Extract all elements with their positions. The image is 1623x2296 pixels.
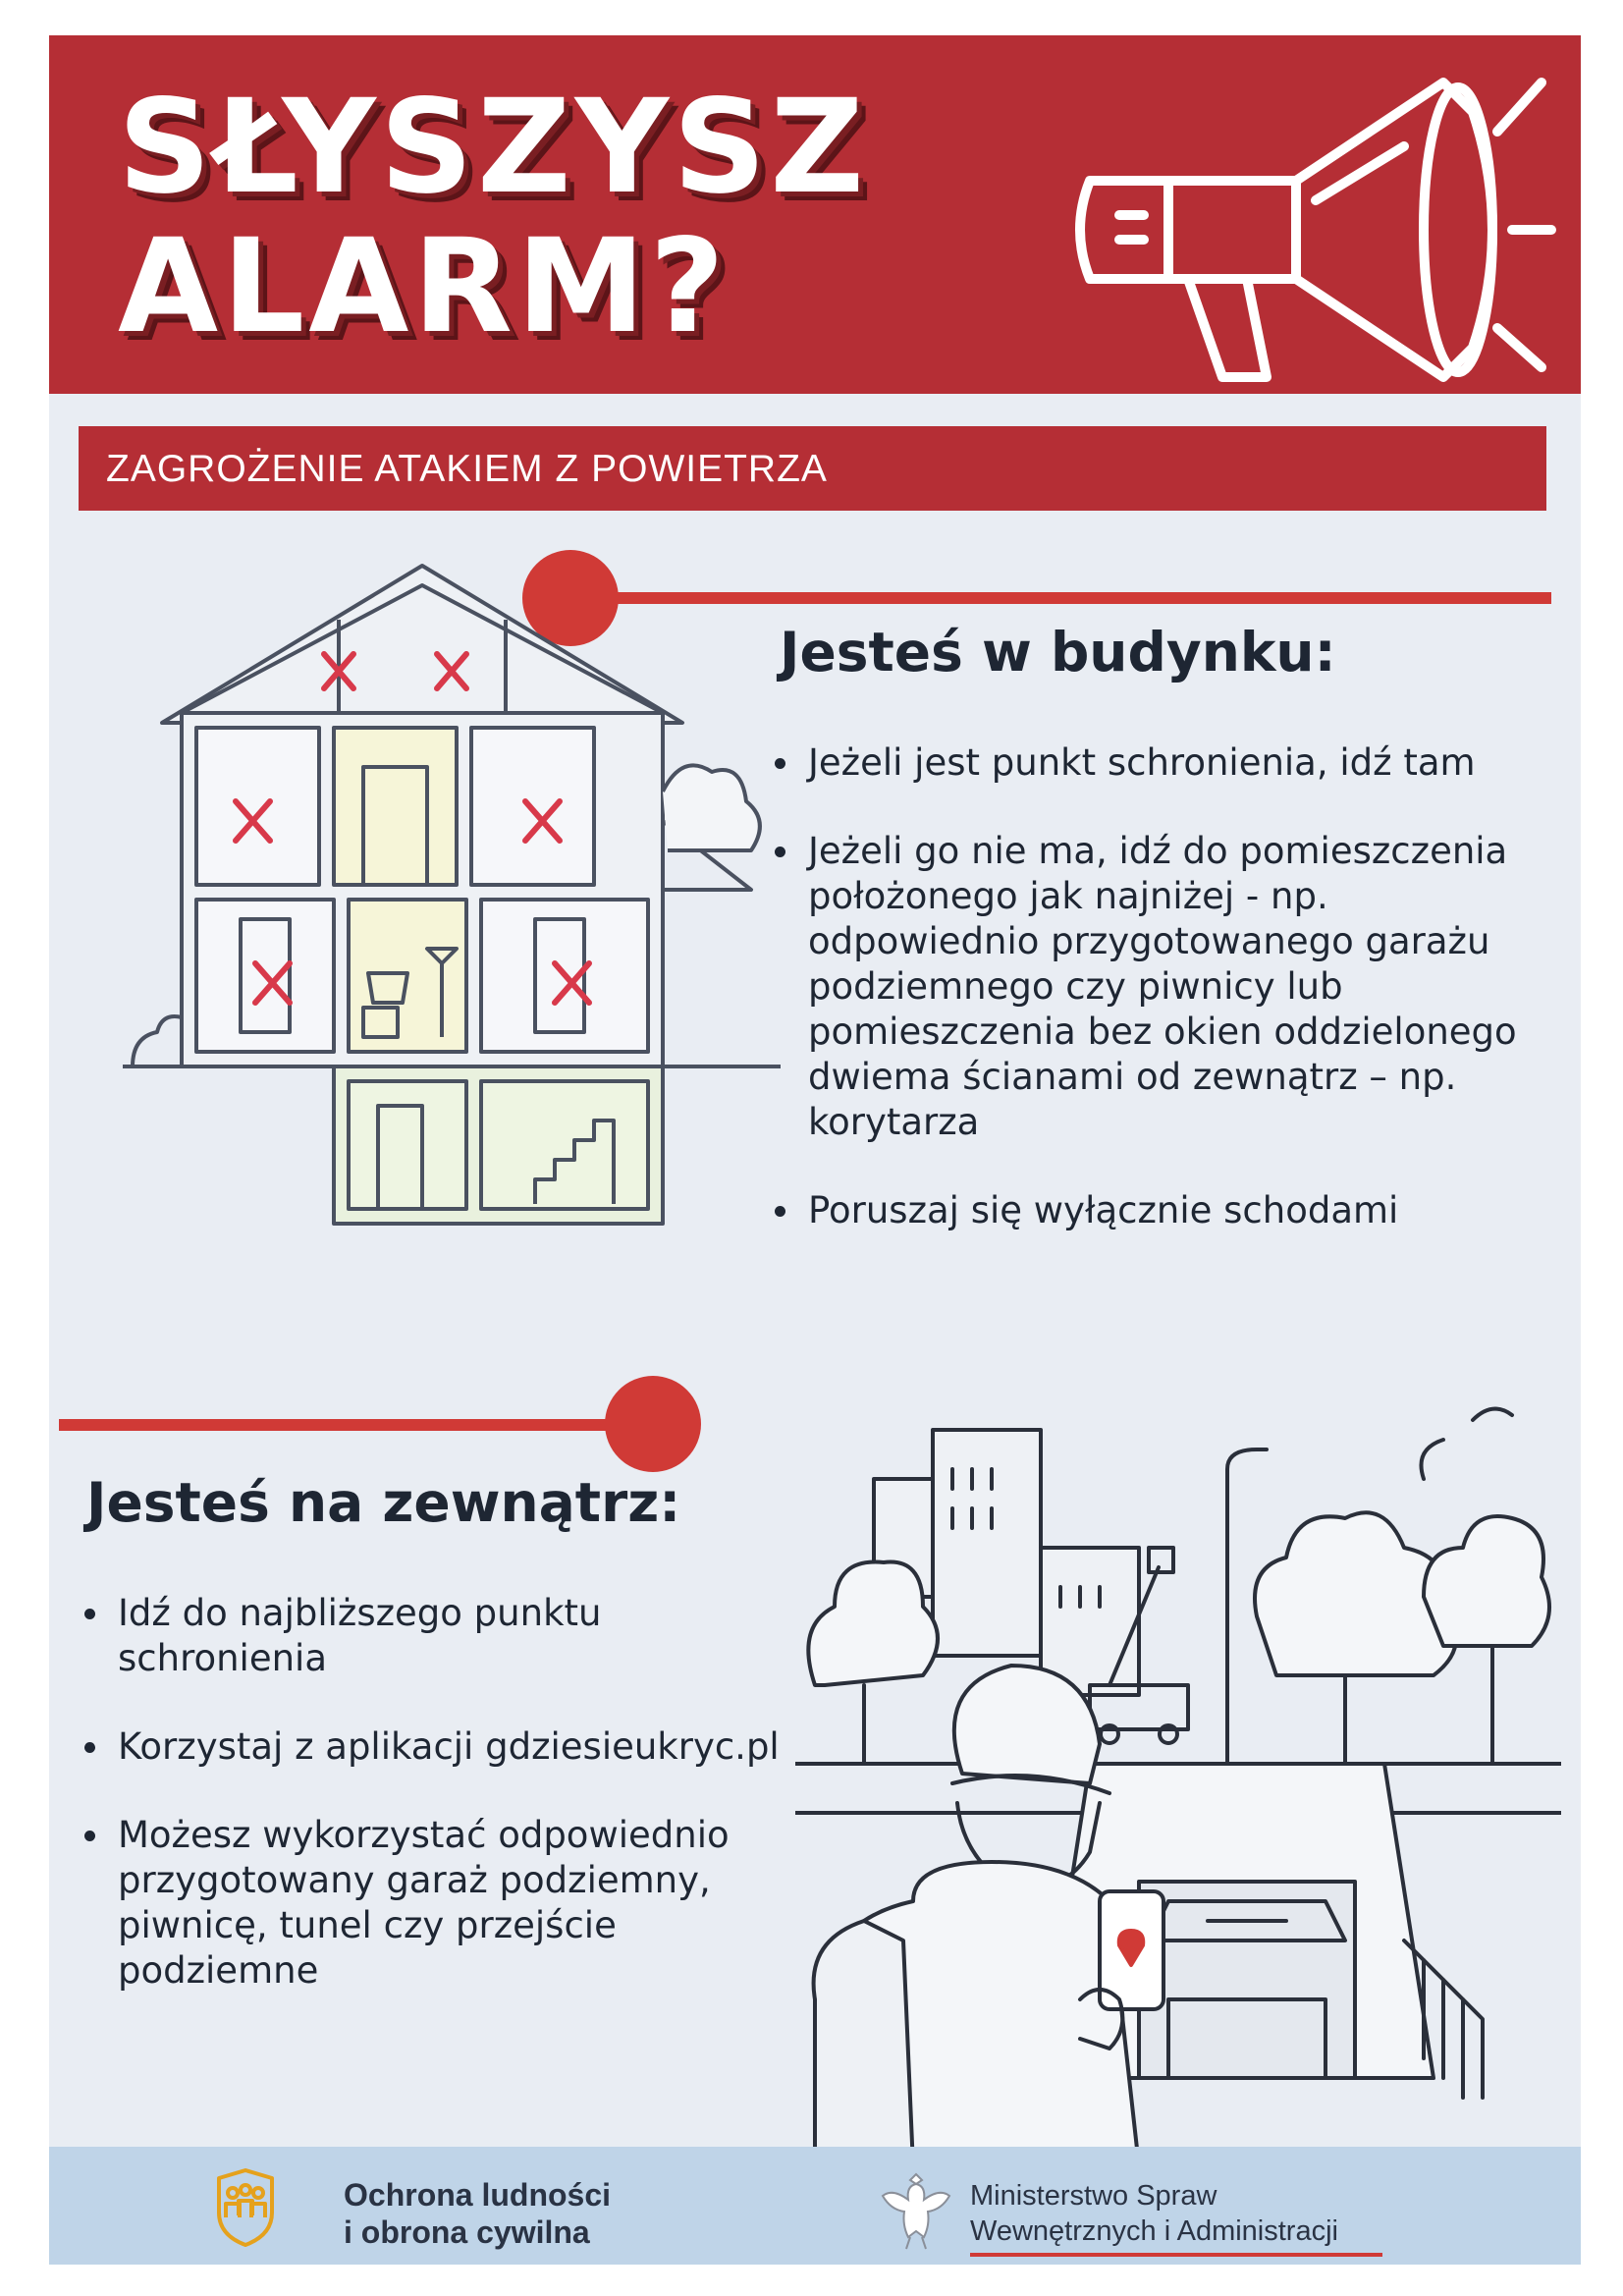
footer-left-line1: Ochrona ludności bbox=[344, 2177, 612, 2213]
section-inside-heading: Jesteś w budynku: bbox=[780, 621, 1336, 683]
footer-right-line1: Ministerstwo Spraw bbox=[970, 2180, 1217, 2212]
section-outside-dot bbox=[605, 1376, 701, 1472]
section-outside-heading: Jesteś na zewnątrz: bbox=[86, 1471, 681, 1534]
footer-accent-line bbox=[970, 2253, 1382, 2257]
footer-left-text bbox=[344, 2176, 611, 2251]
civil-defence-logo-icon bbox=[211, 2168, 280, 2247]
poster bbox=[49, 35, 1581, 2265]
subtitle-text: ZAGROŻENIE ATAKIEM Z POWIETRZA bbox=[106, 448, 828, 490]
house-illustration bbox=[103, 526, 790, 1233]
list-item: Idź do najbliższego punktu schronienia bbox=[79, 1591, 785, 1681]
megaphone-icon bbox=[1051, 53, 1561, 407]
list-item: Korzystaj z aplikacji gdziesieukryc.pl bbox=[79, 1724, 785, 1770]
list-item: Poruszaj się wyłącznie schodami bbox=[769, 1188, 1544, 1233]
footer-left-line2: i obrona cywilna bbox=[344, 2214, 590, 2250]
footer bbox=[49, 2147, 1581, 2265]
street-illustration bbox=[795, 1391, 1561, 2166]
footer-right-text bbox=[970, 2178, 1338, 2249]
title-line-2: ALARM? bbox=[118, 211, 729, 362]
section-inside-list bbox=[769, 740, 1544, 1277]
subtitle-bar bbox=[79, 426, 1546, 511]
title-line-1: SŁYSZYSZ bbox=[118, 72, 868, 223]
eagle-emblem-icon bbox=[881, 2166, 951, 2251]
footer-right-line2: Wewnętrznych i Administracji bbox=[970, 2215, 1338, 2247]
section-outside-list bbox=[79, 1591, 785, 2037]
list-item: Jeżeli jest punkt schronienia, idź tam bbox=[769, 740, 1544, 786]
list-item: Jeżeli go nie ma, idź do pomieszczenia położonego jak najniżej - np. odpowiednio przygotowanego garażu podziemnego czy piwnicy lub pomieszczenia bez okien oddzielonego dwiema ścianami od zewnątrz – np. korytarza bbox=[769, 829, 1544, 1145]
list-item: Możesz wykorzystać odpowiednio przygotowany garaż podziemny, piwnicę, tunel czy przejście podziemne bbox=[79, 1813, 785, 1994]
header-banner bbox=[49, 35, 1581, 394]
section-outside-divider bbox=[59, 1419, 619, 1431]
